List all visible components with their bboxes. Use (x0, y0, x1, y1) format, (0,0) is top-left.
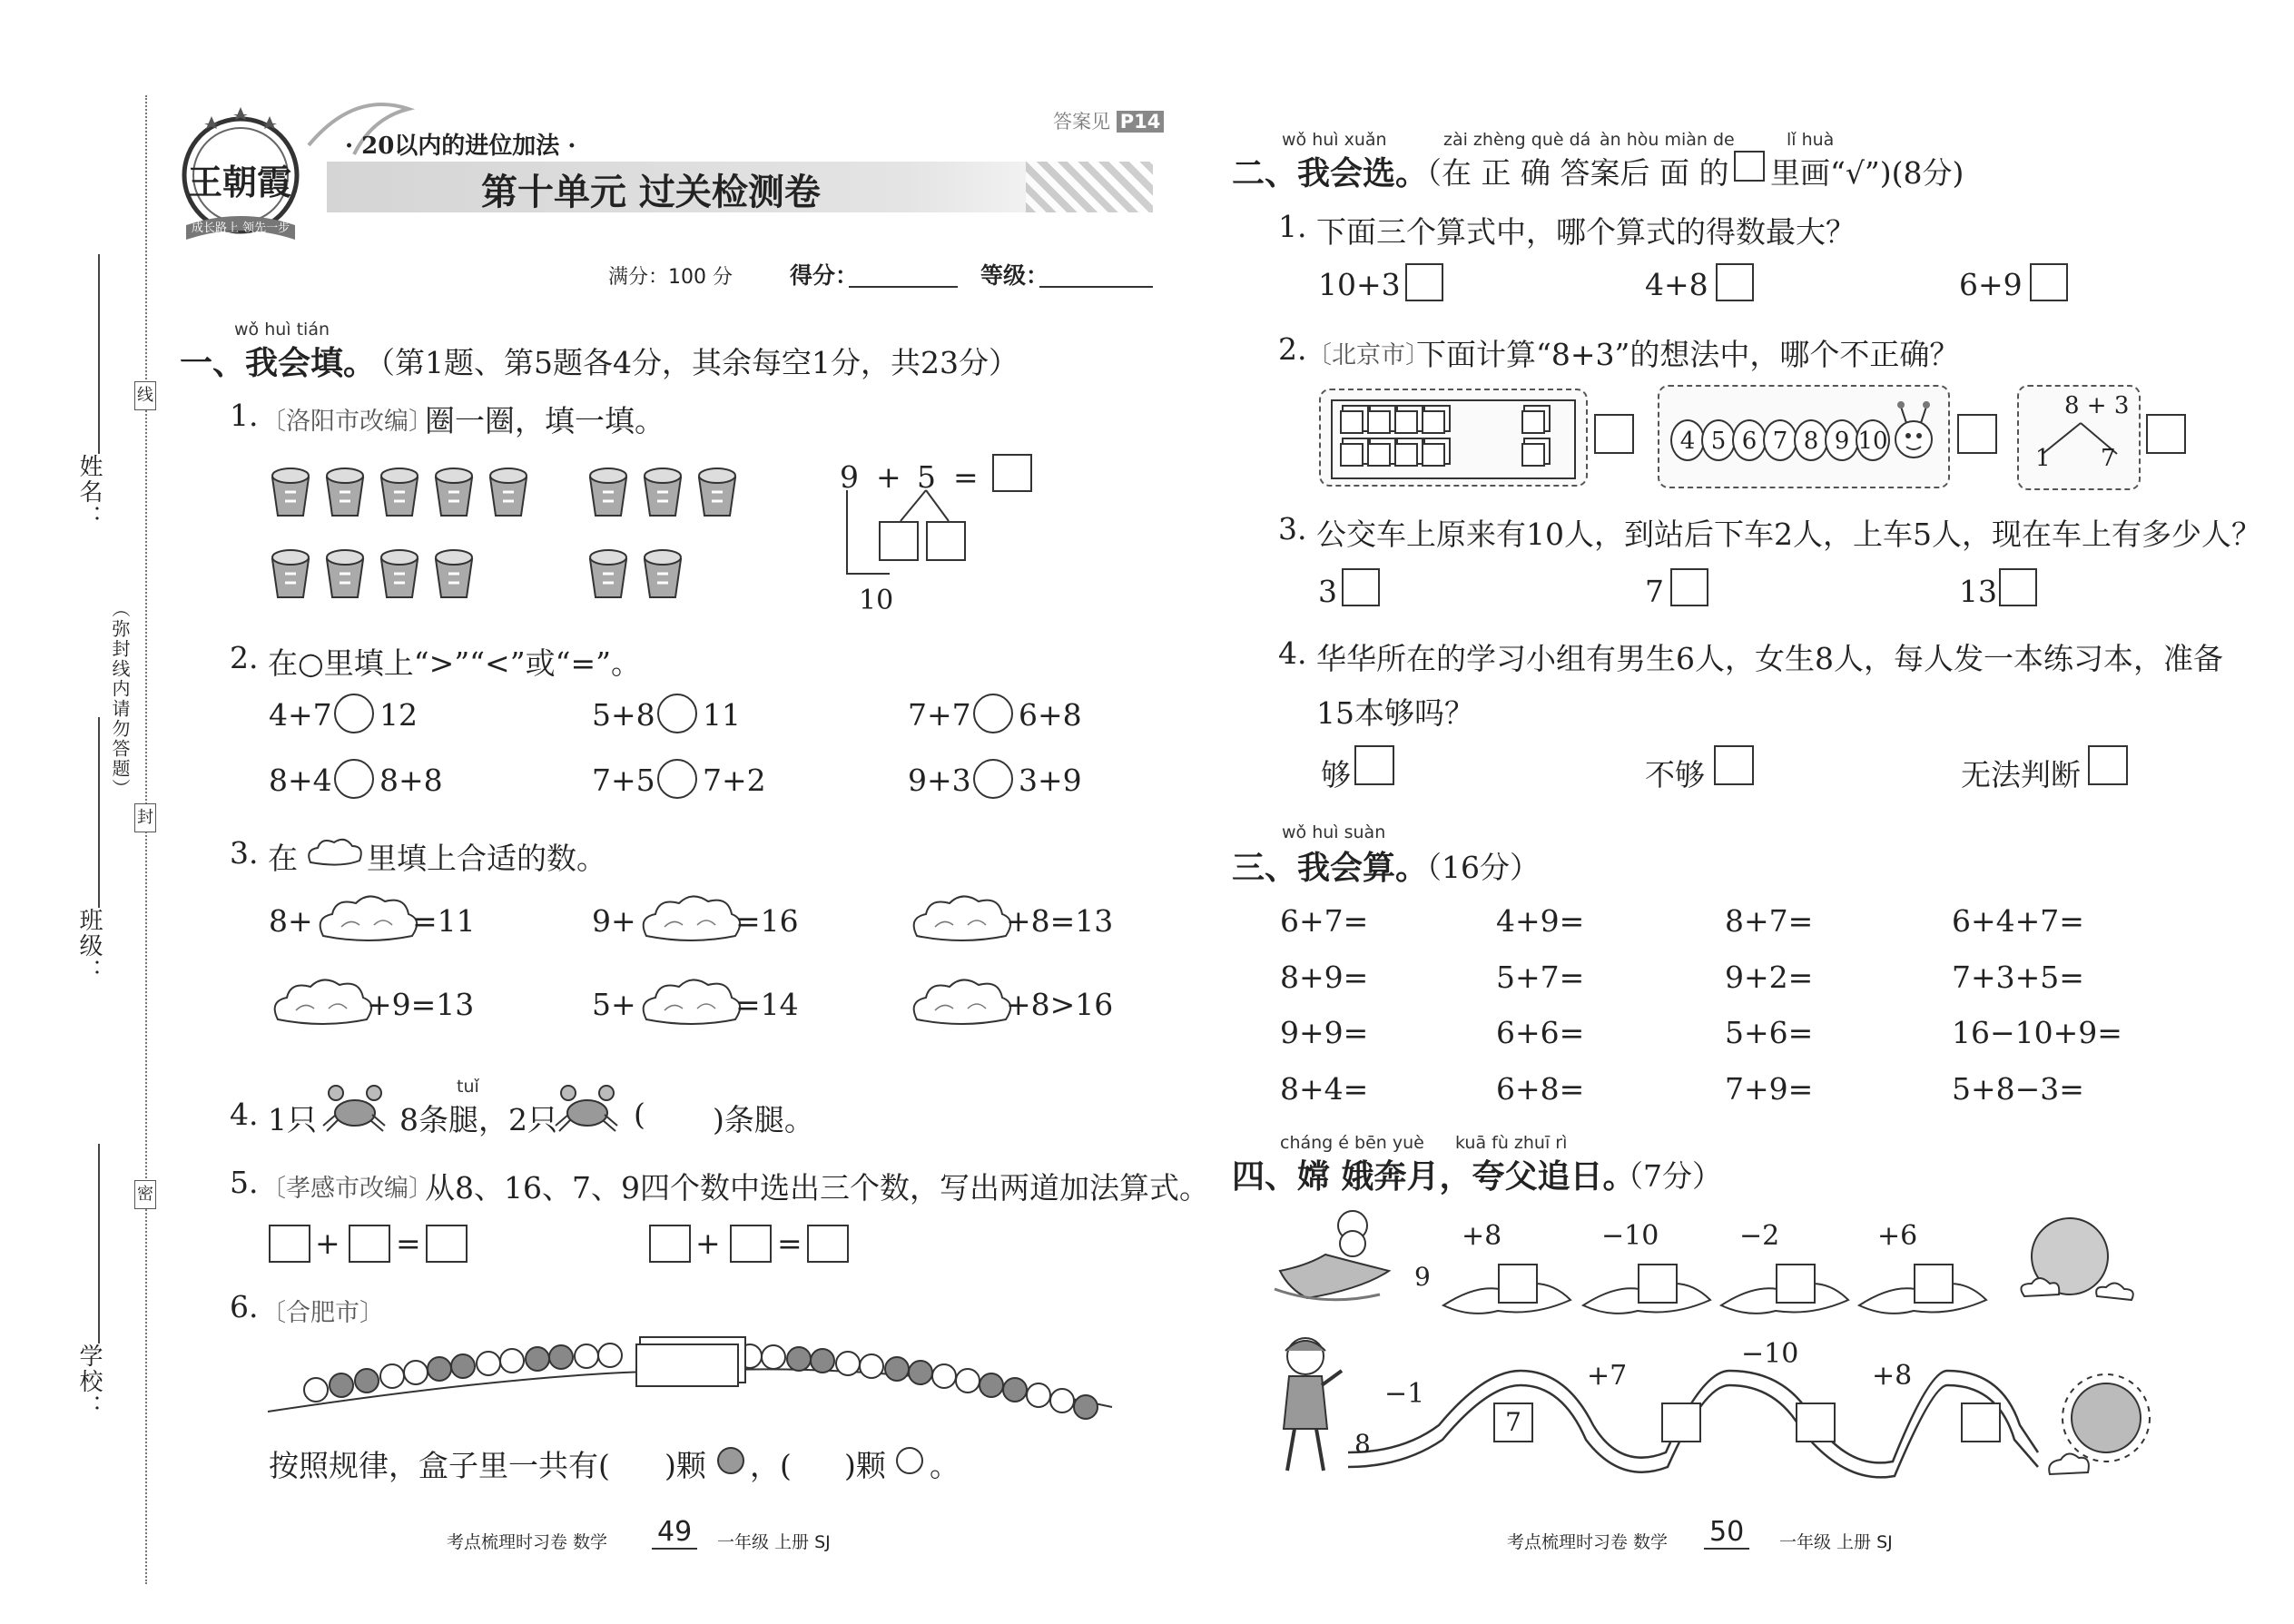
s2-note-a: （在 正 确 答案后 面 的 (1412, 155, 1729, 191)
q5-box-a2[interactable] (349, 1225, 390, 1263)
compare-left: 7+7 (908, 697, 971, 733)
white-bead (859, 1353, 884, 1379)
white-bead (597, 1343, 623, 1368)
moon-op: +6 (1877, 1220, 1918, 1252)
white-bead (574, 1343, 599, 1369)
gray-bead (450, 1353, 476, 1379)
kuafu-wave-path (1348, 1353, 2056, 1471)
q5-box-b2[interactable] (730, 1225, 772, 1263)
cube-icon (1367, 410, 1391, 434)
unit-topic: · 20以内的进位加法 · (345, 133, 576, 160)
s2q4-text-b: 15本够吗？ (1316, 695, 1474, 731)
s2q1-opt-2: 4+8 (1645, 267, 1708, 302)
compare-left: 9+3 (908, 763, 971, 798)
s2q2-text: 下面计算“8+3”的想法中，哪个不正确？ (1416, 337, 1960, 372)
cloud-blank[interactable] (637, 974, 746, 1032)
gray-bead (1002, 1377, 1028, 1403)
s2q3-check-1[interactable] (1342, 568, 1380, 606)
sun-answer-box[interactable]: 7 (1493, 1403, 1533, 1442)
s4-title: 四、嫦 娥奔月，夸父追日。 (1232, 1157, 1636, 1196)
s2q3-opt-2: 7 (1645, 574, 1664, 609)
sun-answer-box[interactable] (1961, 1403, 2001, 1442)
moon-start: 9 (1414, 1262, 1431, 1292)
caterpillar-segment: 9 (1825, 419, 1859, 461)
cup-icon (378, 465, 421, 517)
cloud-blank[interactable] (908, 891, 1017, 949)
gray-bead (979, 1373, 1004, 1398)
bead-box (635, 1343, 739, 1387)
cloud-blank[interactable] (269, 974, 378, 1032)
q4-pinyin: tuǐ (457, 1077, 479, 1097)
kuafu-figure-icon (1271, 1334, 1344, 1480)
caterpillar-segment: 7 (1763, 419, 1797, 461)
cube-icon (1422, 443, 1445, 467)
q5-number: 5. (230, 1165, 259, 1200)
compare-circle[interactable] (973, 759, 1013, 799)
q5-plus-b: + (695, 1225, 721, 1261)
q4-d: )条腿。 (713, 1102, 814, 1137)
sun-icon (2043, 1362, 2170, 1480)
cloud-blank[interactable] (908, 974, 1017, 1032)
calc-item[interactable]: 4+9= (1496, 903, 1585, 939)
caterpillar-segment: 6 (1732, 419, 1767, 461)
sun-start: 8 (1354, 1429, 1371, 1459)
s2q2-check-2[interactable] (1957, 414, 1997, 454)
cloud-eq-prefix: 8+ (269, 903, 313, 939)
q1-answer-box[interactable] (992, 454, 1032, 492)
title-checker (1026, 162, 1153, 212)
compare-right: 11 (703, 697, 741, 733)
gray-bead (810, 1348, 835, 1373)
cup-icon (586, 465, 630, 517)
white-bead (403, 1360, 428, 1385)
footer-right-grade: 一年级 上册 SJ (1779, 1532, 1893, 1552)
moon-answer-box[interactable] (1914, 1264, 1954, 1304)
sun-op: +8 (1872, 1360, 1913, 1392)
s2q3-text: 公交车上原来有10人，到站后下车2人，上车5人，现在车上有多少人？ (1316, 517, 2261, 552)
q3-text-b: 里填上合适的数。 (367, 841, 606, 876)
s2q2-tag: 〔北京市〕 (1307, 341, 1430, 369)
class-line[interactable] (98, 717, 100, 908)
s2q4-check-3[interactable] (2088, 745, 2128, 785)
cloud-eq-suffix: +8=13 (1006, 903, 1114, 939)
cube-icon (1394, 443, 1418, 467)
s2q3-number: 3. (1278, 511, 1307, 546)
compare-right: 8+8 (379, 763, 443, 798)
cup-icon (641, 546, 684, 599)
cloud-icon (305, 835, 365, 871)
compare-left: 4+7 (269, 697, 332, 733)
gray-bead (329, 1373, 354, 1398)
grade-label: 等级： (980, 262, 1049, 289)
cloud-blank[interactable] (637, 891, 746, 949)
full-score: 满分：100 分 (608, 266, 733, 289)
q2-text: 在○里填上“>”“<”或“=”。 (268, 645, 641, 681)
compare-left: 5+8 (592, 697, 655, 733)
binding-line (145, 95, 147, 1584)
footer-left-page: 49 (652, 1516, 697, 1550)
cloud-eq-suffix: +9=13 (367, 987, 475, 1022)
calc-item[interactable]: 7+3+5= (1952, 960, 2084, 995)
q1-eq-a: 9 (840, 459, 859, 495)
compare-circle[interactable] (657, 694, 697, 733)
change-figure-icon (1271, 1207, 1407, 1307)
cloud-eq-suffix: =16 (735, 903, 799, 939)
calc-item[interactable]: 6+4+7= (1952, 903, 2084, 939)
s2q2-split-left: 1 (2035, 445, 2051, 472)
white-bead (835, 1351, 861, 1376)
calc-item[interactable]: 6+8= (1496, 1071, 1585, 1107)
seal-mark-line: 线 (134, 381, 156, 410)
q4-c: ( (634, 1097, 645, 1132)
calc-item[interactable]: 7+9= (1725, 1071, 1814, 1107)
s3-title: 三、我会算。 (1232, 849, 1429, 887)
q6-number: 6. (230, 1289, 259, 1324)
s2q1-check-3[interactable] (2030, 263, 2068, 301)
q1-eq-eq: = (953, 459, 979, 495)
s2q2-split-top: 8 + 3 (2064, 392, 2130, 419)
calc-item[interactable]: 8+9= (1280, 960, 1369, 995)
compare-circle[interactable] (657, 759, 697, 799)
sun-op: +7 (1587, 1360, 1628, 1392)
s1-pinyin: wǒ huì tián (234, 320, 330, 340)
s2-pinyin-3: àn hòu miàn de (1600, 130, 1735, 150)
page-title: 第十单元 过关检测卷 (481, 171, 821, 213)
compare-right: 7+2 (703, 763, 766, 798)
seal-note: （弥封线内请勿答题） (109, 599, 131, 799)
q3-text-a: 在 (268, 841, 298, 876)
q5-tag: 〔孝感市改编〕 (261, 1175, 433, 1203)
s2q4-number: 4. (1278, 635, 1307, 671)
s2q4-check-2[interactable] (1714, 745, 1754, 785)
caterpillar-head-icon (1888, 399, 1944, 472)
cube-icon (1394, 410, 1418, 434)
moon-answer-box[interactable] (1638, 1264, 1678, 1304)
compare-circle[interactable] (334, 759, 374, 799)
white-bead (761, 1344, 786, 1370)
q5-box-a3[interactable] (426, 1225, 468, 1263)
answer-ref-page: P14 (1117, 111, 1165, 133)
q5-plus-a: + (315, 1225, 340, 1261)
school-label: 学校： (75, 1343, 103, 1420)
cup-icon (695, 465, 739, 517)
moon-icon (2006, 1213, 2142, 1313)
moon-op: −10 (1601, 1220, 1659, 1252)
gray-bead-icon (717, 1447, 744, 1474)
q1-split-box-1[interactable] (879, 521, 919, 561)
s2q4-opt-1: 够 (1321, 757, 1351, 792)
s2-title: 二、我会选。 (1232, 154, 1429, 192)
cloud-eq-prefix: 5+ (592, 987, 636, 1022)
cup-icon (641, 465, 684, 517)
s2q4-opt-3: 无法判断 (1961, 757, 2081, 792)
q5-box-b3[interactable] (807, 1225, 849, 1263)
calc-item[interactable]: 8+7= (1725, 903, 1814, 939)
seal-mark-secret: 密 (134, 1180, 156, 1209)
s2q3-opt-1: 3 (1318, 574, 1337, 609)
gray-bead (786, 1346, 812, 1372)
s2q4-check-1[interactable] (1354, 745, 1394, 785)
q6-e: 。 (930, 1448, 960, 1483)
gray-bead (427, 1356, 452, 1382)
sun-answer-box[interactable] (1661, 1403, 1701, 1442)
calc-item[interactable]: 8+4= (1280, 1071, 1369, 1107)
cup-icon (269, 546, 312, 599)
s2q1-check-2[interactable] (1716, 263, 1754, 301)
crab-icon (320, 1082, 390, 1133)
answer-ref-label: 答案见 (1053, 111, 1110, 133)
footer-right-series: 考点梳理时习卷 数学 (1507, 1532, 1669, 1552)
compare-right: 3+9 (1019, 763, 1082, 798)
cloud-eq-prefix: 9+ (592, 903, 636, 939)
cube-icon (1521, 410, 1545, 434)
gray-bead (908, 1360, 933, 1385)
gray-bead (548, 1344, 574, 1370)
gray-bead (525, 1346, 550, 1372)
calc-item[interactable]: 9+9= (1280, 1015, 1369, 1050)
s2q1-text: 下面三个算式中，哪个算式的得数最大？ (1316, 214, 1856, 250)
s2q1-opt-1: 10+3 (1318, 267, 1401, 302)
compare-circle[interactable] (334, 694, 374, 733)
s2q4-text-a: 华华所在的学习小组有男生6人，女生8人，每人发一本练习本，准备 (1316, 641, 2223, 676)
brand-name: 王朝霞 (188, 162, 292, 202)
s2q1-check-1[interactable] (1405, 263, 1443, 301)
calc-item[interactable]: 16−10+9= (1952, 1015, 2122, 1050)
moon-op: −2 (1739, 1220, 1780, 1252)
s4-pinyin-1: cháng é bēn yuè (1280, 1133, 1424, 1153)
brand-logo (168, 98, 313, 243)
calc-item[interactable]: 6+7= (1280, 903, 1369, 939)
s2q3-opt-3: 13 (1959, 574, 1997, 609)
cube-icon (1521, 443, 1545, 467)
q1-split-box-2[interactable] (926, 521, 966, 561)
cube-icon (1340, 443, 1364, 467)
cup-icon (432, 465, 476, 517)
q4-number: 4. (230, 1097, 259, 1132)
s2q2-check-1[interactable] (1594, 414, 1634, 454)
s2q2-number: 2. (1278, 331, 1307, 367)
s2q3-check-2[interactable] (1670, 568, 1708, 606)
s2q2-check-3[interactable] (2146, 414, 2186, 454)
q3-number: 3. (230, 835, 259, 871)
s2-pinyin-1: wǒ huì xuǎn (1282, 130, 1387, 150)
white-bead (955, 1368, 980, 1393)
q1-eq-op: + (876, 459, 901, 495)
s2q1-opt-3: 6+9 (1959, 267, 2023, 302)
cube-icon (1340, 410, 1364, 434)
gray-bead (354, 1368, 379, 1393)
name-line[interactable] (98, 254, 100, 454)
compare-right: 6+8 (1019, 697, 1082, 733)
s2q1-number: 1. (1278, 209, 1307, 244)
s1-note: （第1题、第5题各4分，其余每空1分，共23分） (365, 345, 1019, 380)
cup-icon (323, 546, 367, 599)
s2-note-b: 里画“√”)(8分) (1770, 155, 1964, 191)
moon-answer-box[interactable] (1776, 1264, 1816, 1304)
s2-pinyin-2: zài zhèng què dá (1443, 130, 1591, 150)
compare-right: 12 (379, 697, 418, 733)
white-bead (499, 1348, 525, 1373)
cube-icon (1367, 443, 1391, 467)
cup-icon (378, 546, 421, 599)
q5-box-a1[interactable] (269, 1225, 310, 1263)
calc-item[interactable]: 6+6= (1496, 1015, 1585, 1050)
s1-title: 一、我会填。 (180, 344, 377, 382)
white-bead (379, 1363, 405, 1389)
score-field[interactable] (849, 286, 958, 288)
q4-a: 1只 (268, 1102, 317, 1137)
brand-motto: 成长路上 领先一步 (192, 221, 290, 235)
q2-number: 2. (230, 640, 259, 675)
footer-left-series: 考点梳理时习卷 数学 (447, 1532, 608, 1552)
answer-ref (1053, 107, 1164, 134)
q1-ten: 10 (859, 585, 894, 616)
class-label: 班级： (75, 908, 103, 984)
cloud-blank[interactable] (314, 891, 423, 949)
white-bead (303, 1377, 329, 1403)
score-label: 得分： (790, 262, 859, 289)
caterpillar-segment: 10 (1856, 419, 1890, 461)
q5-box-b1[interactable] (649, 1225, 691, 1263)
compare-left: 8+4 (269, 763, 332, 798)
s2q4-opt-2: 不够 (1645, 757, 1705, 792)
seal-mark-seal: 封 (134, 803, 156, 832)
white-bead-icon (896, 1447, 923, 1474)
s4-note: （7分） (1613, 1158, 1722, 1194)
q6-a: 按照规律，盒子里一共有( (269, 1448, 610, 1483)
q1-text: 圈一圈，填一填。 (425, 403, 665, 438)
compare-circle[interactable] (973, 694, 1013, 733)
calc-item[interactable]: 9+2= (1725, 960, 1814, 995)
white-bead (737, 1343, 763, 1369)
white-bead (1026, 1383, 1051, 1408)
q6-tag: 〔合肥市〕 (261, 1299, 384, 1327)
s3-note: （16分） (1412, 850, 1540, 885)
calc-item[interactable]: 5+8−3= (1952, 1071, 2084, 1107)
calc-item[interactable]: 5+6= (1725, 1015, 1814, 1050)
cup-icon (323, 465, 367, 517)
gray-bead (884, 1356, 910, 1382)
cup-icon (269, 465, 312, 517)
school-line[interactable] (98, 1144, 100, 1343)
q5-text: 从8、16、7、9四个数中选出三个数，写出两道加法算式。 (425, 1170, 1209, 1206)
footer-left-grade: 一年级 上册 SJ (717, 1532, 831, 1552)
s2-note-box-icon (1734, 151, 1765, 182)
white-bead (1049, 1388, 1075, 1413)
s2q3-check-3[interactable] (1999, 568, 2037, 606)
calc-item[interactable]: 5+7= (1496, 960, 1585, 995)
caterpillar-segment: 4 (1670, 419, 1705, 461)
cloud-eq-suffix: =14 (735, 987, 799, 1022)
cloud-eq-suffix: =11 (412, 903, 476, 939)
q6-d: )颗 (844, 1448, 886, 1483)
cup-icon (432, 546, 476, 599)
sun-answer-box[interactable] (1796, 1403, 1836, 1442)
caterpillar-segment: 5 (1701, 419, 1736, 461)
compare-left: 7+5 (592, 763, 655, 798)
q4-b: 8条腿，2只 (399, 1102, 557, 1137)
caterpillar-segment: 8 (1794, 419, 1828, 461)
q1-number: 1. (230, 398, 259, 433)
cloud-eq-suffix: +8>16 (1006, 987, 1114, 1022)
q6-c: ，( (750, 1448, 792, 1483)
sun-op: −10 (1741, 1338, 1799, 1370)
q6-b: )颗 (665, 1448, 706, 1483)
q5-eq-a: = (396, 1225, 421, 1261)
cup-icon (586, 546, 630, 599)
white-bead (931, 1363, 957, 1389)
crab-icon-2 (552, 1082, 623, 1133)
cube-icon (1422, 410, 1445, 434)
gray-bead (1073, 1394, 1098, 1420)
moon-op: +8 (1462, 1220, 1502, 1252)
white-bead (476, 1351, 501, 1376)
s4-pinyin-2: kuā fù zhuī rì (1455, 1133, 1568, 1153)
name-label: 姓名： (75, 454, 103, 530)
q5-eq-b: = (777, 1225, 802, 1261)
moon-answer-box[interactable] (1498, 1264, 1538, 1304)
s2-pinyin-4: lǐ huà (1787, 130, 1835, 150)
q1-eq-b: 5 (917, 459, 936, 495)
s3-pinyin: wǒ huì suàn (1282, 822, 1386, 842)
s2q2-split-right: 7 (2101, 445, 2116, 472)
sun-op: −1 (1384, 1378, 1425, 1410)
q1-tag: 〔洛阳市改编〕 (261, 408, 433, 436)
cup-icon (487, 465, 530, 517)
grade-field[interactable] (1039, 286, 1153, 288)
footer-right-page: 50 (1704, 1516, 1749, 1550)
